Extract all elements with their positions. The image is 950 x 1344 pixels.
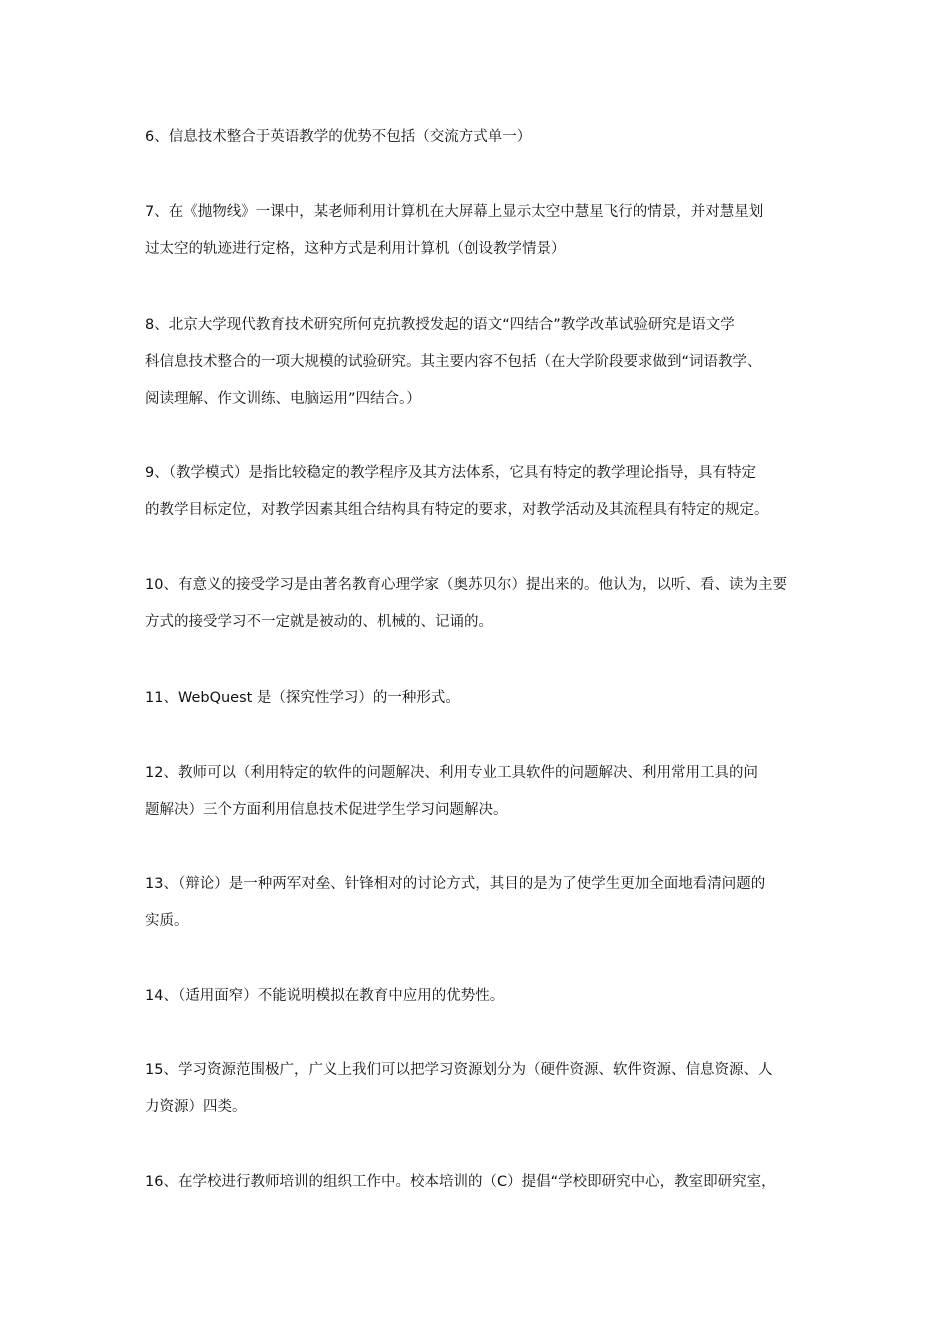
question-9 <box>145 455 825 529</box>
question-8 <box>145 307 825 418</box>
question-15-line-2: 力资源）四类。 <box>145 1099 247 1115</box>
question-10 <box>145 567 825 641</box>
question-8-line-1: 8、北京大学现代教育技术研究所何克抗教授发起的语文“四结合”教学改革试验研究是语文学 <box>145 317 735 333</box>
question-6-line-1: 6、信息技术整合于英语教学的优势不包括（交流方式单一） <box>145 129 532 145</box>
question-8-line-3: 阅读理解、作文训练、电脑运用”四结合。） <box>145 391 421 407</box>
question-11 <box>145 680 825 717</box>
question-13-line-2: 实质。 <box>145 913 189 929</box>
question-12-line-2: 题解决）三个方面利用信息技术促进学生学习问题解决。 <box>145 802 508 818</box>
question-8-line-2: 科信息技术整合的一项大规模的试验研究。其主要内容不包括（在大学阶段要求做到“词语教学、 <box>145 354 762 370</box>
question-15-line-1: 15、学习资源范围极广，广义上我们可以把学习资源划分为（硬件资源、软件资源、信息资源、人 <box>145 1062 773 1078</box>
question-13-line-1: 13、（辩论）是一种两军对垒、针锋相对的讨论方式，其目的是为了使学生更加全面地看清问题的 <box>145 876 766 892</box>
question-7 <box>145 194 825 268</box>
question-7-line-1: 7、在《抛物线》一课中，某老师利用计算机在大屏幕上显示太空中慧星飞行的情景，并对慧星划 <box>145 204 764 220</box>
question-14-line-1: 14、（适用面窄）不能说明模拟在教育中应用的优势性。 <box>145 988 505 1004</box>
question-7-line-2: 过太空的轨迹进行定格，这种方式是利用计算机（创设教学情景） <box>145 241 566 257</box>
question-13 <box>145 866 825 940</box>
question-6 <box>145 119 825 156</box>
question-9-line-2: 的教学目标定位，对教学因素其组合结构具有特定的要求，对教学活动及其流程具有特定的规定。 <box>145 502 769 518</box>
question-12 <box>145 755 825 829</box>
question-10-line-2: 方式的接受学习不一定就是被动的、机械的、记诵的。 <box>145 614 493 630</box>
question-11-line-1: 11、WebQuest 是（探究性学习）的一种形式。 <box>145 690 460 706</box>
question-9-line-1: 9、（教学模式）是指比较稳定的教学程序及其方法体系，它具有特定的教学理论指导，具有特定 <box>145 465 756 481</box>
question-15 <box>145 1052 825 1126</box>
question-12-line-1: 12、教师可以（利用特定的软件的问题解决、利用专业工具软件的问题解决、利用常用工具的问 <box>145 765 758 781</box>
question-16-line-1: 16、在学校进行教师培训的组织工作中。校本培训的（C）提倡“学校即研究中心，教室即研究室， <box>145 1174 776 1190</box>
question-16 <box>145 1164 825 1201</box>
question-10-line-1: 10、有意义的接受学习是由著名教育心理学家（奥苏贝尔）提出来的。他认为，以听、看、读为主要 <box>145 577 787 593</box>
question-14 <box>145 978 825 1015</box>
